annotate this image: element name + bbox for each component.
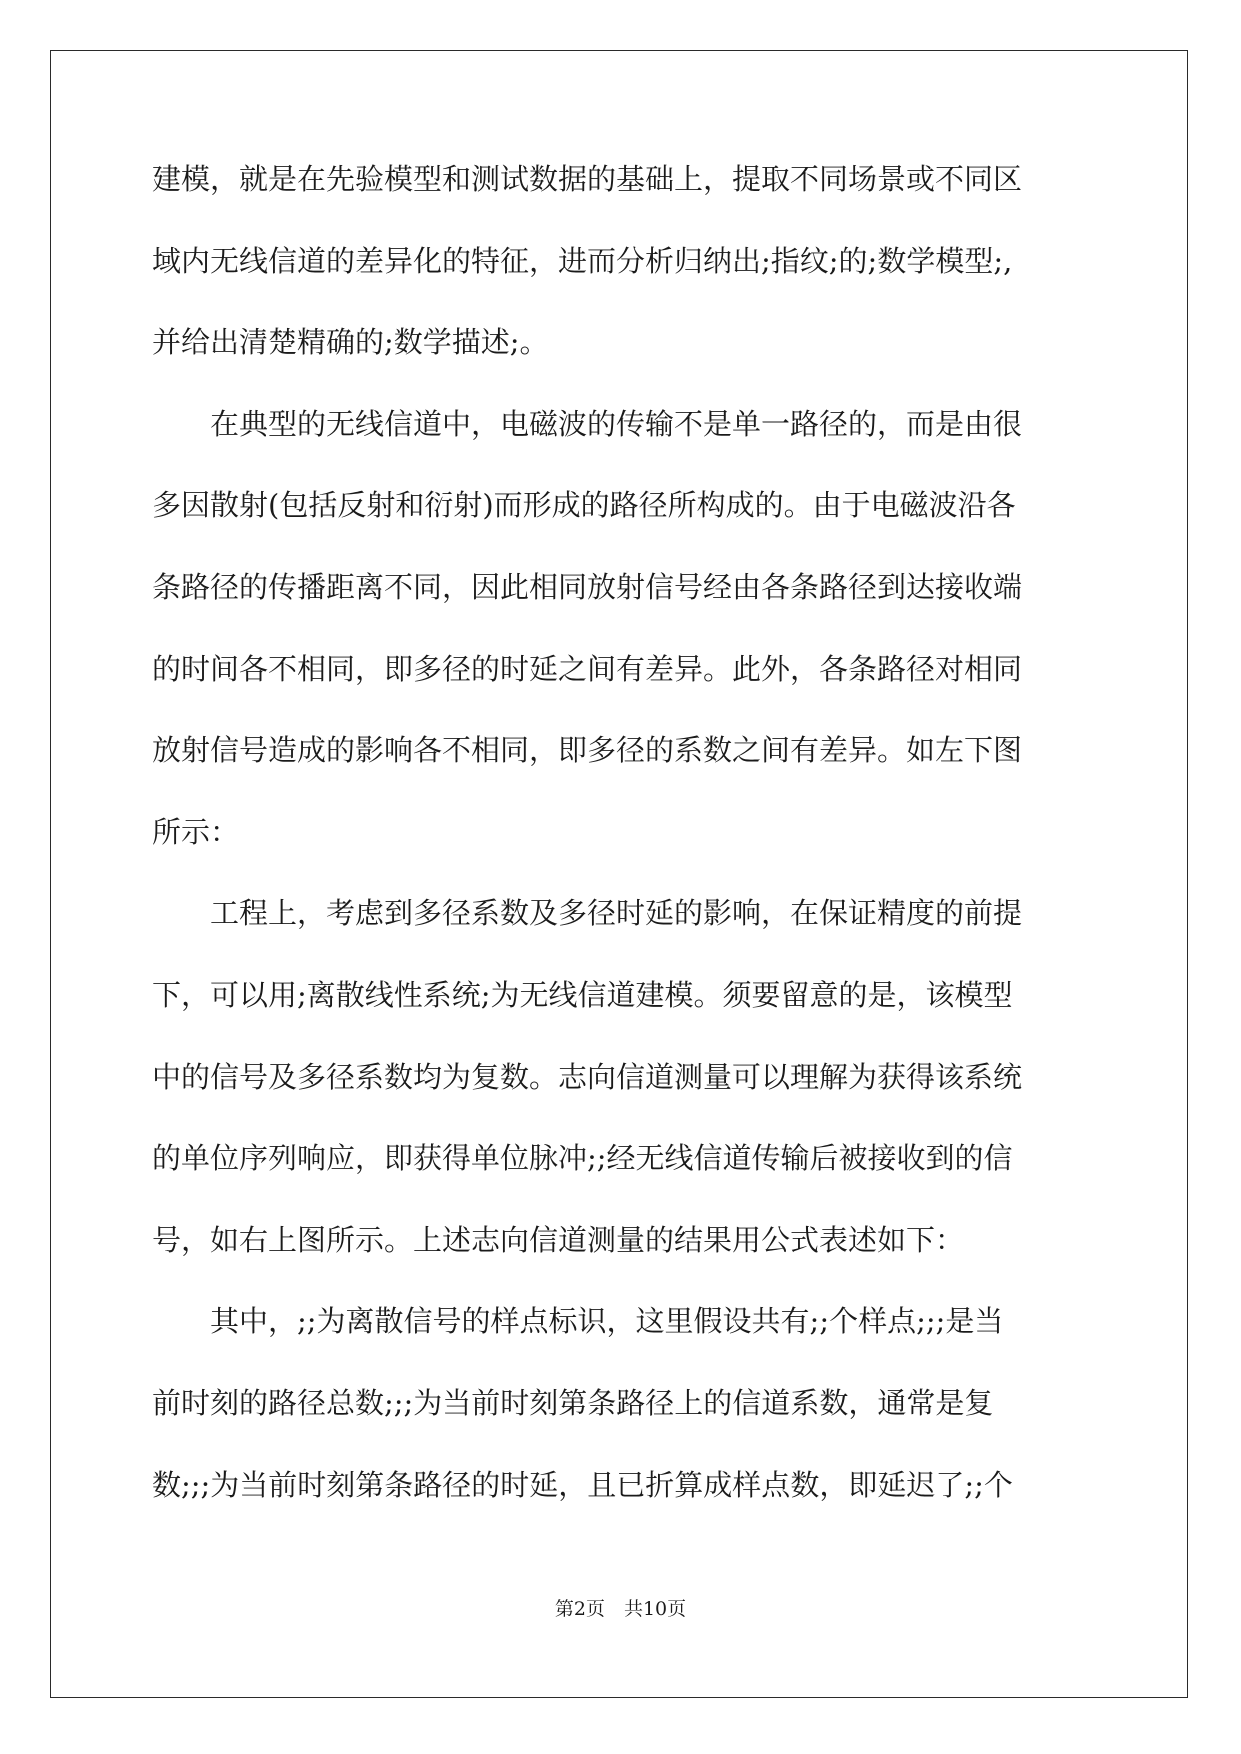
text-line: 在典型的无线信道中，电磁波的传输不是单一路径的，而是由很 [152,406,1023,441]
text-line: 号，如右上图所示。上述志向信道测量的结果用公式表述如下： [152,1222,965,1257]
text-line: 下，可以用;离散线性系统;为无线信道建模。须要留意的是，该模型 [152,977,1013,1012]
text-line: 工程上，考虑到多径系数及多径时延的影响，在保证精度的前提 [152,896,1023,931]
text-line: 其中，;;为离散信号的样点标识，这里假设共有;;个样点;;;是当 [152,1304,1004,1339]
page-number-footer: 第2页 共10页 [554,1598,687,1620]
text-line: 所示： [152,814,240,849]
text-line: 并给出清楚精确的;数学描述;。 [152,325,549,360]
text-line: 的单位序列响应，即获得单位脉冲;;经无线信道传输后被接收到的信 [152,1141,1013,1176]
text-line: 条路径的传播距离不同，因此相同放射信号经由各条路径到达接收端 [152,569,1023,604]
text-line: 数;;;为当前时刻第条路径的时延，且已折算成样点数，即延迟了;;个 [152,1467,1013,1502]
text-line: 中的信号及多径系数均为复数。志向信道测量可以理解为获得该系统 [152,1059,1023,1094]
text-line: 建模，就是在先验模型和测试数据的基础上，提取不同场景或不同区 [152,162,1023,196]
text-line: 的时间各不相同，即多径的时延之间有差异。此外，各条路径对相同 [152,651,1023,686]
text-line: 多因散射(包括反射和衍射)而形成的路径所构成的。由于电磁波沿各 [152,488,1016,523]
text-line: 前时刻的路径总数;;;为当前时刻第条路径上的信道系数，通常是复 [152,1385,994,1420]
text-line: 域内无线信道的差异化的特征，进而分析归纳出;指纹;的;数学模型;, [152,243,1013,278]
body-text [152,162,1092,1549]
text-line: 放射信号造成的影响各不相同，即多径的系数之间有差异。如左下图 [152,733,1023,768]
